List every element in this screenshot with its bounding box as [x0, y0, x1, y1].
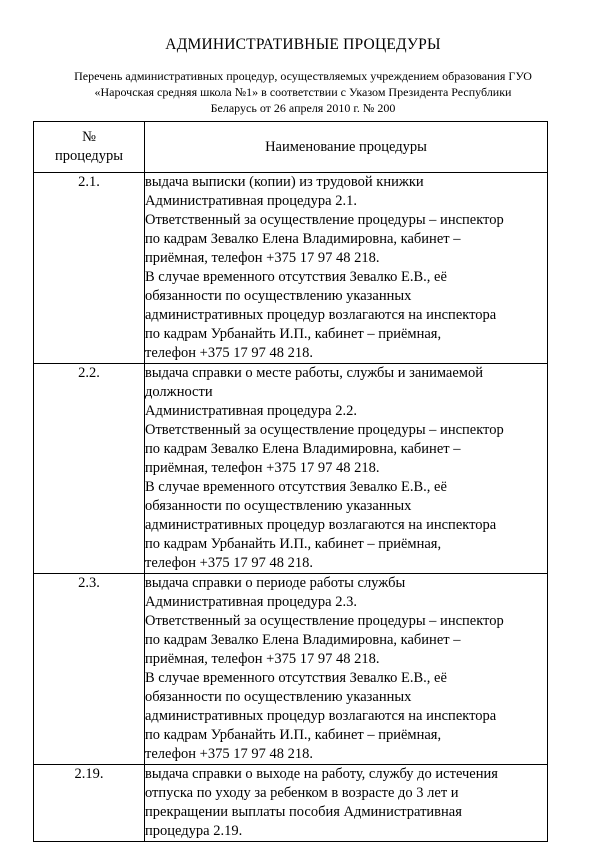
procedure-description-line: телефон +375 17 97 48 218. [145, 746, 313, 762]
procedure-description-line: по кадрам Урбанайть И.П., кабинет – приёмная, [145, 326, 442, 342]
header-number-label: процедуры [55, 148, 123, 164]
procedure-description-line: по кадрам Зевалко Елена Владимировна, кабинет – [145, 632, 461, 648]
procedure-description-line: обязанности по осуществлению указанных [145, 689, 412, 705]
procedure-description-line: по кадрам Зевалко Елена Владимировна, кабинет – [145, 441, 461, 457]
procedures-table [33, 121, 548, 842]
procedure-number: 2.3. [34, 574, 145, 765]
procedure-description-line: Ответственный за осуществление процедуры – инспектор [145, 613, 504, 629]
table-row [34, 364, 548, 574]
procedure-description-line: выдача справки о выходе на работу, службу до истечения [145, 766, 498, 782]
table-row [34, 173, 548, 364]
subtitle-line: «Нарочская средняя школа №1» в соответствии с Указом Президента Республики [94, 85, 512, 99]
table-row [34, 765, 548, 842]
procedure-description-line: административных процедур возлагаются на инспектора [145, 708, 497, 724]
procedure-description-line: обязанности по осуществлению указанных [145, 498, 412, 514]
procedure-description-line: выдача справки о периоде работы службы [145, 575, 406, 591]
procedure-description-line: телефон +375 17 97 48 218. [145, 555, 313, 571]
page-title: АДМИНИСТРАТИВНЫЕ ПРОЦЕДУРЫ [165, 36, 441, 53]
procedure-description-line: должности [145, 384, 213, 400]
table-body [34, 173, 548, 842]
header-number-symbol: № [82, 129, 96, 145]
procedure-description-line: В случае временного отсутствия Зевалко Е.В., её [145, 479, 447, 495]
procedure-description-line: приёмная, телефон +375 17 97 48 218. [145, 250, 380, 266]
procedure-description-line: прекращении выплаты пособия Административная [145, 804, 462, 820]
procedure-description-line: выдача выписки (копии) из трудовой книжки [145, 174, 424, 190]
table-header-row [34, 122, 548, 173]
procedure-description [145, 364, 548, 574]
procedure-number: 2.19. [34, 765, 145, 842]
document-subtitle [20, 68, 586, 116]
procedure-description-line: административных процедур возлагаются на инспектора [145, 307, 497, 323]
procedure-description-line: по кадрам Урбанайть И.П., кабинет – приёмная, [145, 536, 442, 552]
procedure-description [145, 173, 548, 364]
procedure-description-line: Ответственный за осуществление процедуры – инспектор [145, 422, 504, 438]
procedure-description-line: Административная процедура 2.1. [145, 193, 357, 209]
procedure-description-line: В случае временного отсутствия Зевалко Е.В., её [145, 269, 447, 285]
table-row [34, 574, 548, 765]
procedure-description [145, 574, 548, 765]
procedure-description-line: приёмная, телефон +375 17 97 48 218. [145, 651, 380, 667]
procedure-description-line: приёмная, телефон +375 17 97 48 218. [145, 460, 380, 476]
procedure-description-line: Административная процедура 2.2. [145, 403, 357, 419]
header-number-column [34, 122, 145, 173]
procedure-description-line: выдача справки о месте работы, службы и занимаемой [145, 365, 483, 381]
procedure-description-line: обязанности по осуществлению указанных [145, 288, 412, 304]
procedure-description-line: административных процедур возлагаются на инспектора [145, 517, 497, 533]
subtitle-line: Перечень административных процедур, осуществляемых учреждением образования ГУО [74, 69, 532, 83]
procedure-description-line: процедура 2.19. [145, 823, 243, 839]
procedure-number: 2.2. [34, 364, 145, 574]
header-name-column: Наименование процедуры [145, 122, 548, 173]
procedure-description-line: телефон +375 17 97 48 218. [145, 345, 313, 361]
procedure-number: 2.1. [34, 173, 145, 364]
procedure-description-line: по кадрам Зевалко Елена Владимировна, кабинет – [145, 231, 461, 247]
procedure-description-line: по кадрам Урбанайть И.П., кабинет – приёмная, [145, 727, 442, 743]
subtitle-line: Беларусь от 26 апреля 2010 г. № 200 [210, 101, 396, 115]
procedure-description-line: отпуска по уходу за ребенком в возрасте до 3 лет и [145, 785, 459, 801]
procedure-description-line: Административная процедура 2.3. [145, 594, 357, 610]
procedure-description-line: Ответственный за осуществление процедуры – инспектор [145, 212, 504, 228]
procedure-description [145, 765, 548, 842]
procedure-description-line: В случае временного отсутствия Зевалко Е.В., её [145, 670, 447, 686]
